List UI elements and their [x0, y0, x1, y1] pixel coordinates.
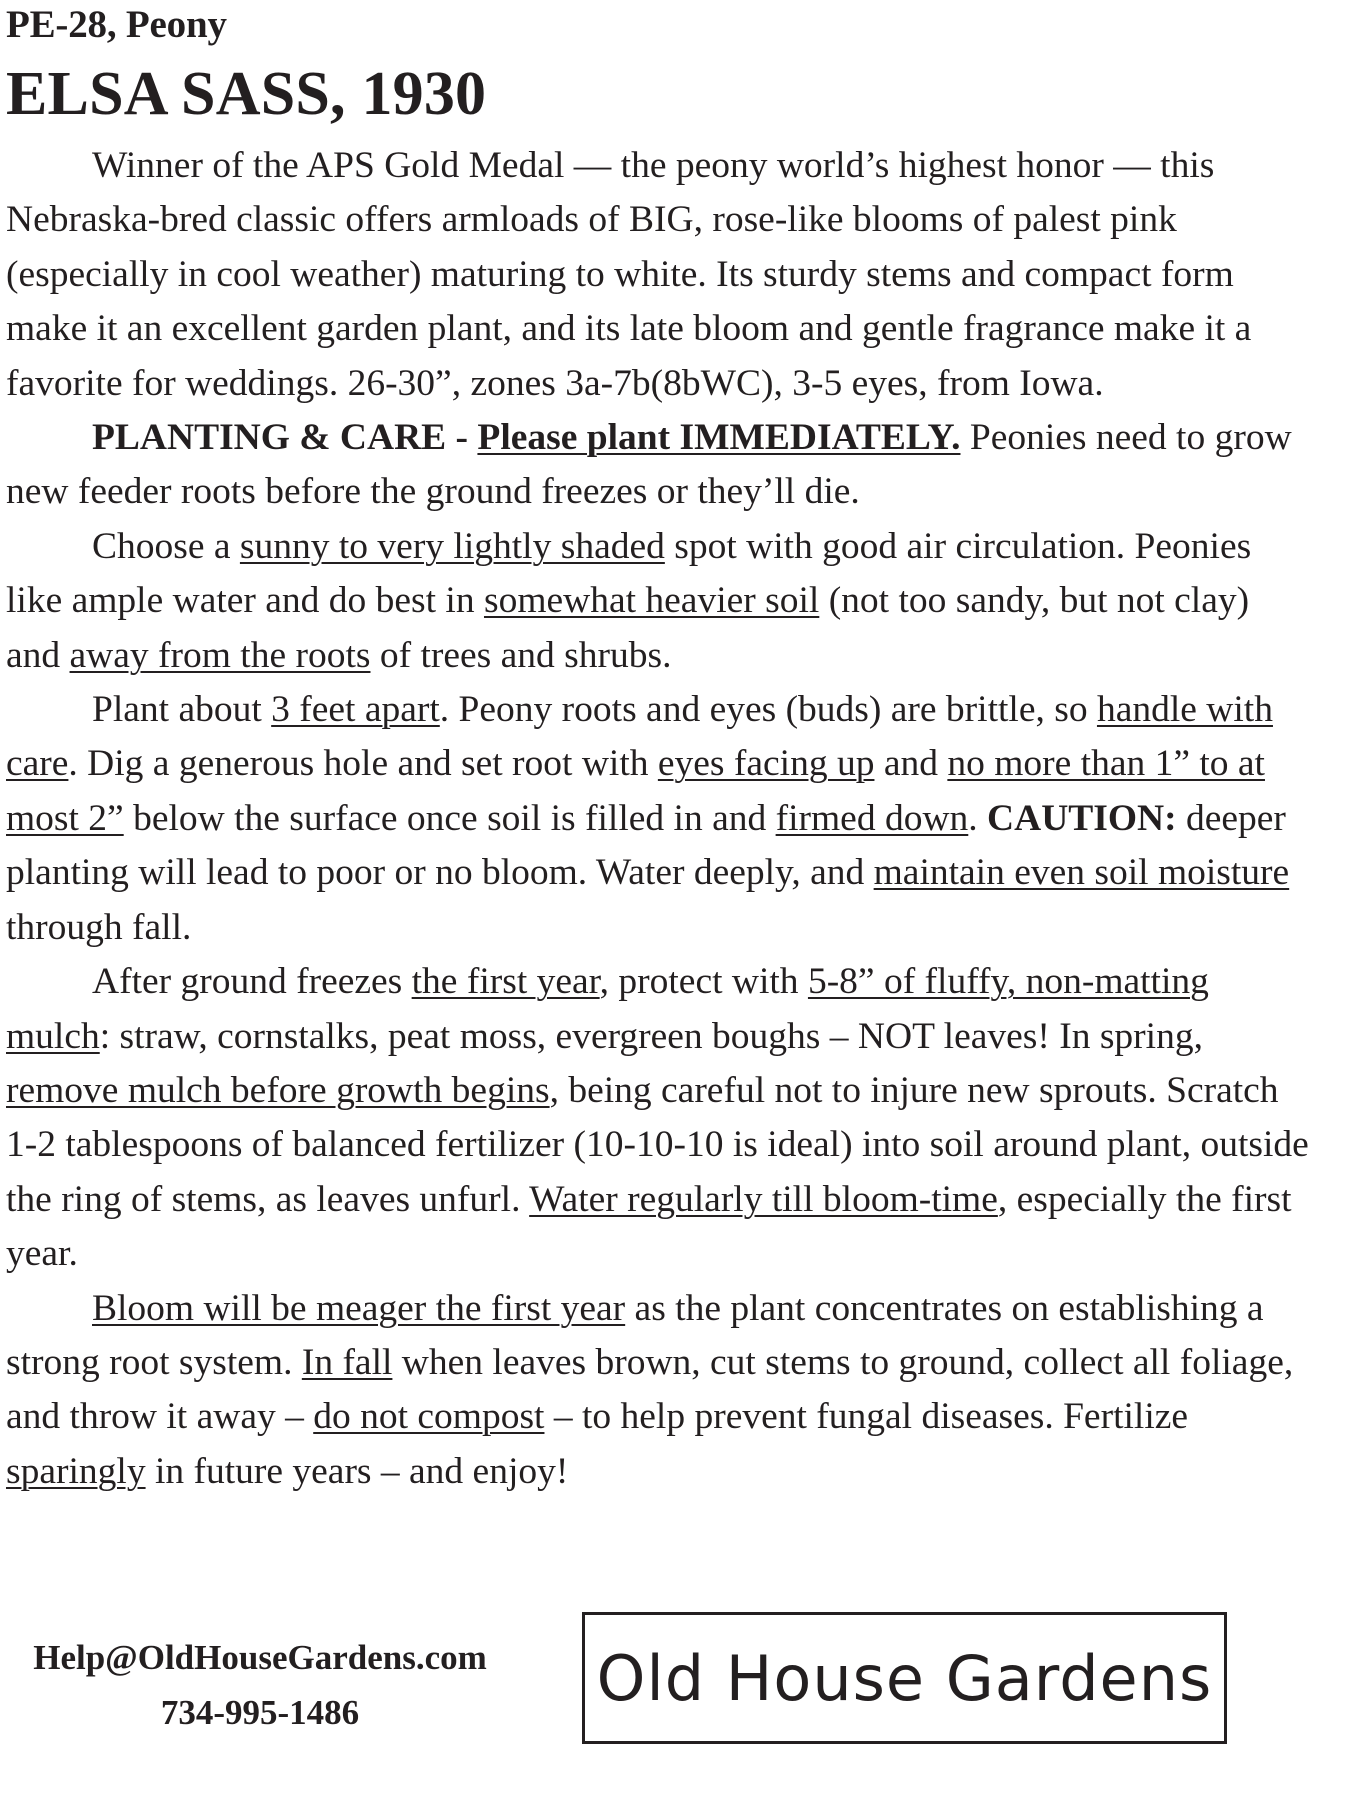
paragraph-text: . Dig a generous hole and set root with: [68, 743, 658, 785]
paragraph-text: Peonies need to grow new feeder roots before the ground freezes or they’ll die.: [6, 417, 1292, 513]
paragraph-text: through fall.: [6, 906, 192, 948]
paragraph-text: (not too sandy, but not clay) and: [6, 580, 1250, 676]
paragraph-text: spot with good air circulation. Peonies like ample water and do best in: [6, 525, 1252, 622]
logo-box: [582, 1612, 1227, 1744]
paragraph-text: PLANTING & CARE -: [92, 417, 478, 459]
emphasized-text: firmed down: [775, 797, 969, 839]
paragraph-text: when leaves brown, cut stems to ground, collect all foliage, and throw it away –: [6, 1341, 1294, 1438]
page-title: ELSA SASS, 1930: [6, 60, 487, 128]
paragraph-text: , especially the first year.: [6, 1178, 1292, 1275]
body-paragraph: [6, 139, 1311, 411]
contact-phone: 734-995-1486: [160, 1693, 360, 1732]
emphasized-text: Please plant IMMEDIATELY.: [477, 417, 961, 459]
paragraph-text: Plant about: [92, 689, 272, 731]
paragraph-text: , being careful not to injure new sprouts. Scratch 1-2 tablespoons of balanced fertilizer (10-10-10 is ideal) into soil around plant, outside the ring of stems, as leaves unfurl.: [6, 1069, 1309, 1220]
emphasized-text: away from the roots: [69, 634, 371, 676]
emphasized-text: 5-8” of fluffy, non-matting mulch: [6, 961, 1209, 1057]
paragraph-text: , protect with: [599, 961, 808, 1003]
emphasized-text: In fall: [301, 1341, 393, 1383]
paragraph-text: . Peony roots and eyes (buds) are brittle, so: [439, 689, 1097, 731]
paragraph-text: in future years – and enjoy!: [145, 1450, 569, 1492]
emphasized-text: Water regularly till bloom-time: [529, 1178, 998, 1220]
body-paragraph: [6, 955, 1311, 1281]
emphasized-text: handle with care: [6, 689, 1273, 785]
paragraph-text: – to help prevent fungal diseases. Fertilize: [544, 1396, 1189, 1438]
body-paragraph: [6, 683, 1311, 955]
contact-email[interactable]: Help@OldHouseGardens.com: [33, 1638, 487, 1677]
paragraph-text: Winner of the APS Gold Medal — the peony world’s highest honor — this Nebraska-bred classic offers armloads of BIG, rose-like blooms of palest pink (especially in cool weather) maturing to white. Its sturdy stems and compact form make it an excellent garden plant, and its late bloom and gentle fragrance make it a favorite for weddings. 26-30”, zones 3a-7b(8bWC), 3-5 eyes, from Iowa.: [6, 145, 1252, 404]
paragraph-text: as the plant concentrates on establishing a strong root system.: [6, 1287, 1264, 1383]
emphasized-text: Bloom will be meager the first year: [92, 1287, 626, 1329]
paragraph-text: .: [968, 797, 988, 839]
emphasized-text: remove mulch before growth begins: [6, 1069, 550, 1111]
body-paragraph: [6, 411, 1311, 520]
emphasized-text: somewhat heavier soil: [483, 580, 820, 622]
emphasized-text: sunny to very lightly shaded: [239, 525, 665, 567]
emphasized-text: eyes facing up: [657, 743, 875, 785]
contact-block: [0, 1630, 520, 1740]
paragraph-text: CAUTION:: [987, 797, 1177, 839]
logo-wordmark: Old House Gardens: [596, 1641, 1213, 1715]
emphasized-text: no more than 1” to at most 2”: [6, 743, 1265, 839]
product-code: PE-28, Peony: [6, 3, 227, 46]
emphasized-text: maintain even soil moisture: [873, 852, 1290, 894]
paragraph-text: After ground freezes: [92, 961, 412, 1003]
emphasized-text: sparingly: [6, 1450, 146, 1492]
body-copy: [6, 139, 1311, 1499]
paragraph-text: and: [874, 743, 948, 785]
body-paragraph: [6, 520, 1311, 683]
emphasized-text: do not compost: [313, 1396, 545, 1438]
emphasized-text: the first year: [411, 961, 600, 1003]
paragraph-text: below the surface once soil is filled in and: [123, 797, 776, 839]
paragraph-text: Choose a: [92, 525, 240, 567]
paragraph-text: deeper planting will lead to poor or no bloom. Water deeply, and: [6, 797, 1286, 894]
paragraph-text: : straw, cornstalks, peat moss, evergreen boughs – NOT leaves! In spring,: [99, 1015, 1203, 1057]
emphasized-text: 3 feet apart: [271, 689, 440, 731]
paragraph-text: of trees and shrubs.: [370, 634, 672, 676]
body-paragraph: [6, 1282, 1311, 1500]
